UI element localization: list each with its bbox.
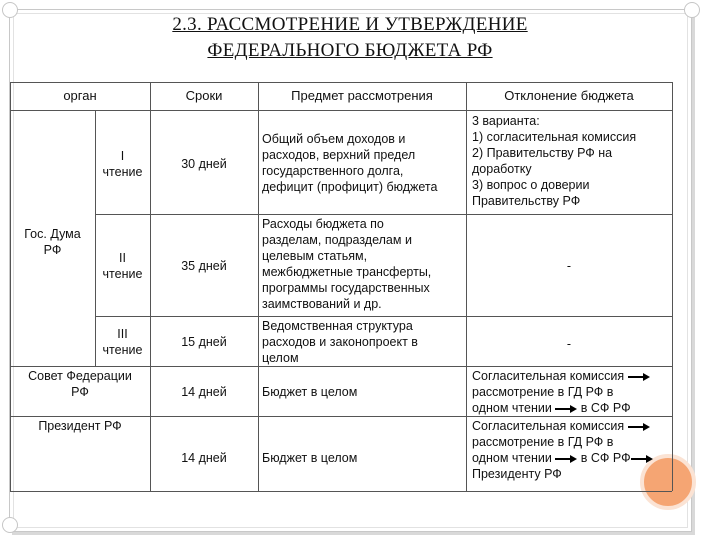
rejection-row-4: Согласительная комиссия рассмотрение в ГД РФ в одном чтении в СФ РФ: [472, 368, 672, 416]
arrow-right-icon: [555, 455, 577, 463]
arrow-right-icon: [628, 373, 650, 381]
reading-2: II чтение: [102, 251, 143, 281]
arrow-right-icon: [631, 455, 653, 463]
term-row-5: 14 дней: [181, 451, 227, 465]
term-row-4: 14 дней: [181, 385, 227, 399]
column-divider: [466, 82, 467, 491]
reading-3: III чтение: [102, 327, 143, 357]
header-divider: [10, 110, 672, 111]
column-divider: [258, 82, 259, 491]
budget-table: [10, 82, 672, 491]
slide-title-line-2: ФЕДЕРАЛЬНОГО БЮДЖЕТА РФ: [207, 40, 493, 61]
header-organ: орган: [63, 88, 97, 103]
organ-president: Президент РФ: [38, 419, 122, 433]
term-row-2: 35 дней: [181, 259, 227, 273]
rejection-row-2: -: [566, 259, 572, 273]
header-rejection: Отклонение бюджета: [504, 88, 634, 103]
subject-row-3: Ведомственная структура расходов и законопроект в целом: [262, 319, 418, 365]
rejection-row-1: 3 варианта: 1) согласительная комиссия 2) Правительству РФ на доработку 3) вопрос о доверии Правительству РФ: [472, 114, 637, 208]
rejection-row-5: Согласительная комиссия рассмотрение в ГД РФ в одном чтении в СФ РФ Президенту РФ: [472, 418, 672, 482]
subject-row-4: Бюджет в целом: [262, 385, 358, 399]
row-divider: [95, 214, 672, 215]
term-row-1: 30 дней: [181, 157, 227, 171]
slide-title-line-1: 2.3. РАССМОТРЕНИЕ И УТВЕРЖДЕНИЕ: [172, 14, 528, 35]
arrow-right-icon: [555, 405, 577, 413]
rejection-row-3: -: [566, 337, 572, 351]
arrow-right-icon: [628, 423, 650, 431]
row-divider: [10, 416, 672, 417]
table-border-right: [672, 82, 673, 491]
organ-federation-council: Совет Федерации РФ: [28, 369, 132, 399]
header-terms: Сроки: [185, 88, 223, 103]
header-subject: Предмет рассмотрения: [291, 88, 433, 103]
term-row-3: 15 дней: [181, 335, 227, 349]
subject-row-5: Бюджет в целом: [262, 451, 358, 465]
column-divider: [150, 82, 151, 491]
reading-1: I чтение: [102, 149, 143, 179]
subject-row-2: Расходы бюджета по разделам, подразделам и целевым статьям, межбюджетные трансферты, программы государственных заимствований и др.: [262, 217, 432, 311]
corner-ring-decoration: [2, 517, 18, 533]
table-border-bottom: [10, 491, 672, 492]
row-divider: [10, 366, 672, 367]
row-divider: [95, 316, 672, 317]
subject-row-1: Общий объем доходов и расходов, верхний предел государственного долга, дефицит (профицит) бюджета: [262, 132, 438, 194]
organ-duma: Гос. Дума РФ: [24, 227, 81, 257]
table-border-top: [10, 82, 672, 83]
